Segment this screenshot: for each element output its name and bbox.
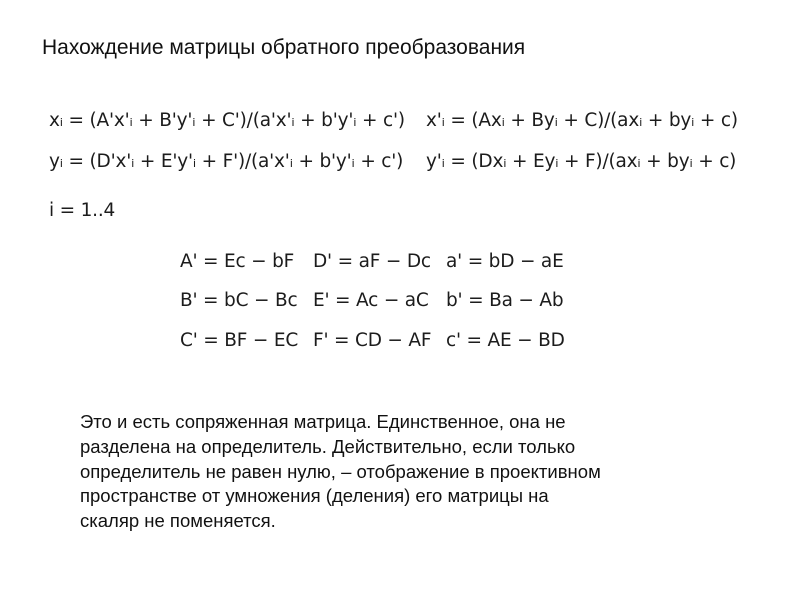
cofactor-row <box>180 330 600 356</box>
cofactor-small-b-prime: b' = Ba − Ab <box>446 290 564 311</box>
cofactor-a-prime: A' = Ec − bF <box>180 251 295 272</box>
cofactor-d-prime: D' = aF − Dc <box>313 251 431 272</box>
cofactor-row <box>180 251 600 277</box>
cofactor-e-prime: E' = Ac − aC <box>313 290 429 311</box>
formula-x-i: xᵢ = (A'x'ᵢ + B'y'ᵢ + C')/(a'x'ᵢ + b'y'ᵢ + c') <box>49 110 405 131</box>
cofactor-b-prime: B' = bC − Bc <box>180 290 298 311</box>
formula-x-prime-i: x'ᵢ = (Axᵢ + Byᵢ + C)/(axᵢ + byᵢ + c) <box>426 110 738 131</box>
cofactor-small-c-prime: c' = AE − BD <box>446 330 565 351</box>
paragraph-line: определитель не равен нулю, – отображение в проективном <box>80 460 601 482</box>
cofactor-f-prime: F' = CD − AF <box>313 330 432 351</box>
formula-y-i: yᵢ = (D'x'ᵢ + E'y'ᵢ + F')/(a'x'ᵢ + b'y'ᵢ + c') <box>49 151 404 172</box>
slide-title: Нахождение матрицы обратного преобразования <box>42 36 526 59</box>
paragraph-line: разделена на определитель. Действительно, если только <box>80 435 576 457</box>
paragraph-line: скаляр не поменяется. <box>80 510 276 532</box>
formula-y-prime-i: y'ᵢ = (Dxᵢ + Eyᵢ + F)/(axᵢ + byᵢ + c) <box>426 151 737 172</box>
index-range: i = 1..4 <box>49 200 116 221</box>
paragraph-line: Это и есть сопряженная матрица. Единственное, она не <box>80 411 566 432</box>
explanation-paragraph <box>80 410 720 534</box>
cofactor-c-prime: C' = BF − EC <box>180 330 299 351</box>
cofactor-row <box>180 290 600 316</box>
paragraph-line: пространстве от умножения (деления) его матрицы на <box>80 485 549 507</box>
cofactor-small-a-prime: a' = bD − aE <box>446 251 564 272</box>
